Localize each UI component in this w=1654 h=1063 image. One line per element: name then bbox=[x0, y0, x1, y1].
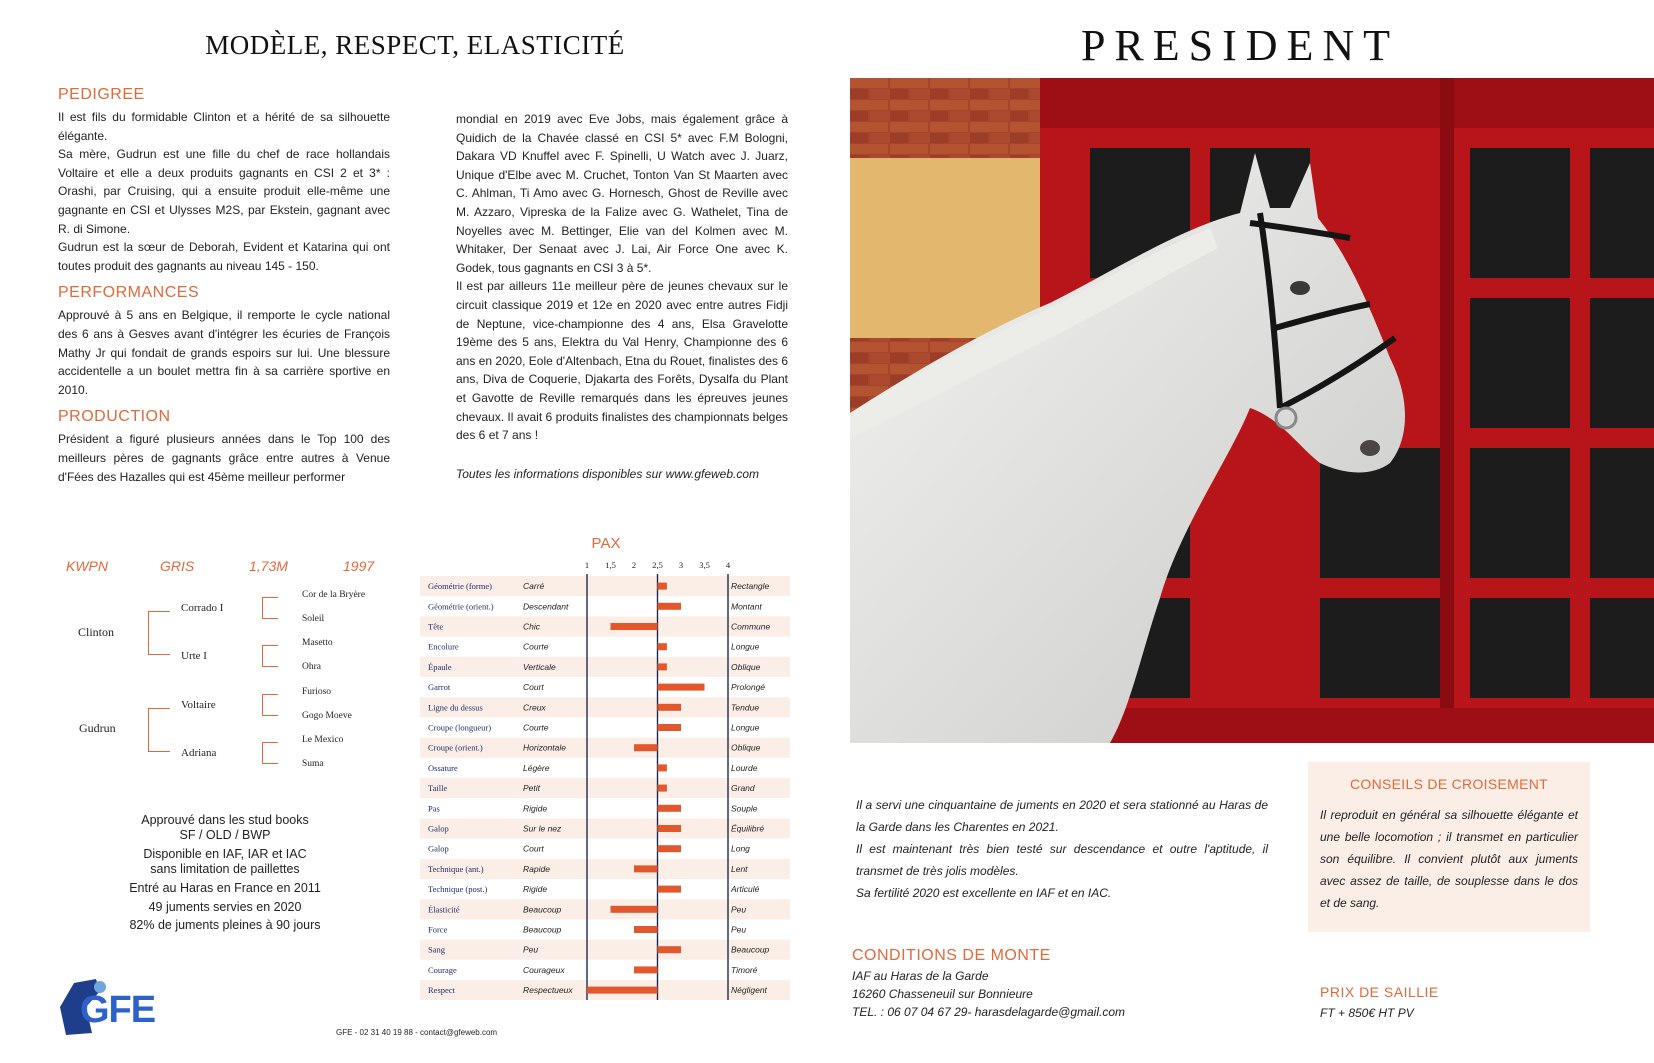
dd-dam-name: Suma bbox=[302, 759, 324, 769]
pax-criterion-label: Croupe (orient.) bbox=[428, 742, 483, 753]
footer-contact: GFE - 02 31 40 19 88 - contact@gfeweb.com bbox=[336, 1028, 498, 1037]
price-value: FT + 850€ HT PV bbox=[1320, 1006, 1414, 1020]
pax-criterion-label: Croupe (longueur) bbox=[428, 722, 492, 733]
performances-heading: PERFORMANCES bbox=[58, 284, 200, 302]
pax-axis-tick-label: 2 bbox=[631, 560, 637, 570]
grandparent-bracket bbox=[262, 645, 278, 667]
pax-left-descriptor: Sur le nez bbox=[523, 823, 562, 834]
pax-criterion-label: Galop bbox=[428, 843, 449, 854]
pedigree-paragraph: Sa mère, Gudrun est une fille du chef de race hollandais Voltaire et elle a deux produits gagnants en CSI 2 et 3* : Orashi, par Cruising, qui a ensuite produit elle-même une gagnante en CSI et Ulysses M2S, par Ekstein, gagnant avec R. di Simone. bbox=[58, 147, 390, 236]
left-page-title: MODÈLE, RESPECT, ELASTICITÉ bbox=[205, 30, 625, 60]
pax-left-descriptor: Carré bbox=[523, 581, 545, 592]
performances-text: Approuvé à 5 ans en Belgique, il remporte le cycle national des 6 ans à Gesves avant d'intégrer les écuries de François Mathy Jr qui fondait de grands espoirs sur lui. Une blessure accidentelle a un boulet mettra fin à sa carrière sportive en 2010. bbox=[58, 308, 390, 397]
height-label: 1,73M bbox=[249, 558, 288, 574]
pax-bar bbox=[634, 744, 658, 751]
sire-bracket bbox=[148, 611, 170, 655]
pax-criterion-label: Technique (ant.) bbox=[428, 863, 484, 874]
pax-left-descriptor: Légère bbox=[523, 762, 550, 773]
pax-left-descriptor: Court bbox=[523, 682, 544, 693]
pax-right-descriptor: Prolongé bbox=[731, 682, 766, 693]
pax-bar bbox=[587, 987, 658, 994]
pax-left-descriptor: Beaucoup bbox=[523, 924, 562, 935]
ss-dam-name: Soleil bbox=[302, 614, 325, 624]
pax-bar bbox=[658, 724, 682, 731]
sire-name: Clinton bbox=[78, 625, 115, 639]
pedigree-paragraph: Il est fils du formidable Clinton et a hérité de sa silhouette élégante. bbox=[58, 110, 390, 143]
dam-bracket bbox=[148, 708, 170, 752]
pax-bar bbox=[658, 704, 682, 711]
text-column-2 bbox=[456, 110, 788, 445]
pax-criterion-label: Force bbox=[428, 924, 448, 935]
pax-bar bbox=[658, 603, 682, 610]
approval-line: SF / OLD / BWP bbox=[179, 827, 271, 842]
pax-right-descriptor: Longue bbox=[731, 722, 760, 733]
pax-right-descriptor: Oblique bbox=[731, 661, 761, 672]
sd-dam-name: Ohra bbox=[302, 662, 321, 672]
coat-color-label: GRIS bbox=[160, 558, 195, 574]
approval-line: Approuvé dans les stud books bbox=[141, 813, 309, 827]
price-heading: PRIX DE SAILLIE bbox=[1320, 984, 1439, 1000]
sire-sire-name: Corrado I bbox=[181, 602, 224, 614]
crossing-advice-box bbox=[1308, 762, 1590, 932]
pax-right-descriptor: Commune bbox=[731, 621, 771, 632]
pax-left-descriptor: Creux bbox=[523, 702, 546, 713]
pax-axis-tick-label: 3,5 bbox=[699, 560, 710, 570]
pax-right-descriptor: Beaucoup bbox=[731, 944, 770, 955]
pax-bar bbox=[658, 805, 682, 812]
pax-bar bbox=[634, 926, 658, 933]
pax-right-descriptor: Grand bbox=[731, 783, 755, 794]
dam-sire-name: Voltaire bbox=[181, 699, 216, 711]
pax-left-descriptor: Verticale bbox=[523, 661, 556, 672]
pax-left-descriptor: Beaucoup bbox=[523, 904, 562, 915]
pax-left-descriptor: Courageux bbox=[523, 964, 565, 975]
pax-criterion-label: Géométrie (forme) bbox=[428, 581, 492, 592]
pax-bar bbox=[658, 825, 682, 832]
pax-bar bbox=[611, 906, 658, 913]
info-paragraph: Il a servi une cinquantaine de juments en 2020 et sera stationné au Haras de la Garde dans les Charentes en 2021. bbox=[856, 798, 1268, 834]
ds-dam-name: Gogo Moeve bbox=[302, 711, 352, 721]
approval-line: 82% de juments pleines à 90 jours bbox=[129, 918, 321, 932]
gfe-logo-text: GFE bbox=[80, 989, 156, 1031]
pax-bar bbox=[658, 583, 667, 590]
approval-line: Entré au Haras en France en 2011 bbox=[129, 881, 321, 895]
birth-year-label: 1997 bbox=[343, 558, 375, 574]
crossing-advice-text: Il reproduit en général sa silhouette élégante et une belle locomotion ; il transmet en particulier son équilibre. Il convient plutôt aux juments avec assez de taille, de souplesse dans le dos et de sang. bbox=[1320, 808, 1578, 910]
pax-bar bbox=[658, 764, 667, 771]
production-heading: PRODUCTION bbox=[58, 408, 171, 426]
pax-right-descriptor: Négligent bbox=[731, 985, 767, 996]
pax-criterion-label: Géométrie (orient.) bbox=[428, 601, 494, 612]
dd-sire-name: Le Mexico bbox=[302, 735, 344, 745]
approval-line: Disponible en IAF, IAR et IAC bbox=[143, 847, 307, 861]
conditions-line: 16260 Chasseneuil sur Bonnieure bbox=[852, 987, 1033, 1001]
pax-axis-tick-label: 2,5 bbox=[652, 560, 663, 570]
gfe-logo bbox=[56, 977, 176, 1044]
pax-criterion-label: Ossature bbox=[428, 762, 458, 773]
pax-right-descriptor: Montant bbox=[731, 601, 762, 612]
pax-bar bbox=[658, 946, 682, 953]
info-paragraph: Sa fertilité 2020 est excellente en IAF et en IAC. bbox=[856, 886, 1112, 900]
conditions-line: TEL. : 06 07 04 67 29- harasdelagarde@gmail.com bbox=[852, 1005, 1126, 1019]
pax-left-descriptor: Court bbox=[523, 843, 544, 854]
horse-name-title: PRESIDENT bbox=[1080, 21, 1400, 70]
pax-left-descriptor: Courte bbox=[523, 722, 549, 733]
pax-right-descriptor: Peu bbox=[731, 924, 747, 935]
pax-criterion-label: Technique (post.) bbox=[428, 884, 488, 895]
pax-left-descriptor: Rigide bbox=[523, 803, 548, 814]
horse-photo bbox=[850, 78, 1654, 743]
pax-criterion-label: Courage bbox=[428, 964, 457, 975]
pax-right-descriptor: Peu bbox=[731, 904, 747, 915]
pax-criterion-label: Ligne du dessus bbox=[428, 702, 483, 713]
pax-criterion-label: Épaule bbox=[428, 661, 452, 672]
studbook-label: KWPN bbox=[66, 558, 108, 574]
conditions-details bbox=[852, 967, 1125, 1021]
pax-right-descriptor: Souple bbox=[731, 803, 758, 814]
pedigree-heading: PEDIGREE bbox=[58, 86, 145, 103]
pax-criterion-label: Galop bbox=[428, 823, 449, 834]
pax-criterion-label: Garrot bbox=[428, 682, 451, 693]
pax-right-descriptor: Timoré bbox=[731, 964, 758, 975]
pax-right-descriptor: Longue bbox=[731, 641, 760, 652]
young-horses-paragraph: Il est par ailleurs 11e meilleur père de jeunes chevaux sur le circuit classique 2019 et 12e en 2020 avec entre autres Fidji de Neptune, vice-championne des 4 ans, Elsa Gravelotte 19ème des 5 ans, Elektra du Val Henry, Championne des 6 ans en 2020, Eole d'Altenbach, Etna du Rouet, finalistes des 6 ans, Diva de Coquerie, Djakarta des Forêts, Dysalfa du Plant et Gavotte de Reville remarqués dans les épreuves jeunes chevaux. Il avait 6 produits finalistes des championnats belges des 6 et 7 ans ! bbox=[456, 279, 788, 443]
conditions-heading: CONDITIONS DE MONTE bbox=[852, 947, 1051, 964]
pax-bar bbox=[658, 684, 705, 691]
pax-left-descriptor: Rapide bbox=[523, 863, 550, 874]
pax-axis-tick-label: 4 bbox=[725, 560, 731, 570]
dam-name: Gudrun bbox=[79, 721, 116, 735]
pax-left-descriptor: Courte bbox=[523, 641, 549, 652]
station-info bbox=[856, 794, 1268, 904]
pax-criterion-label: Tête bbox=[428, 621, 444, 632]
pax-left-descriptor: Chic bbox=[523, 621, 541, 632]
grandparent-bracket bbox=[262, 742, 278, 764]
sire-dam-name: Urte I bbox=[181, 650, 207, 662]
horse-photo-image bbox=[850, 78, 1654, 743]
pax-bar bbox=[658, 663, 667, 670]
pax-left-descriptor: Petit bbox=[523, 783, 541, 794]
approval-line: sans limitation de paillettes bbox=[150, 861, 300, 876]
ds-sire-name: Furioso bbox=[302, 687, 332, 697]
text-column-1 bbox=[58, 86, 390, 486]
grandparent-bracket bbox=[262, 694, 278, 716]
pax-criterion-label: Sang bbox=[428, 944, 445, 955]
pax-left-descriptor: Rigide bbox=[523, 884, 548, 895]
pax-right-descriptor: Lent bbox=[731, 863, 748, 874]
pax-right-descriptor: Articulé bbox=[731, 884, 760, 895]
pax-left-descriptor: Respectueux bbox=[523, 985, 573, 996]
grandparent-bracket bbox=[262, 597, 278, 619]
pedigree-paragraph: Gudrun est la sœur de Deborah, Evident et Katarina qui ont toutes produit des gagnants au niveau 145 - 150. bbox=[58, 240, 390, 273]
pax-axis-tick-label: 1 bbox=[584, 560, 590, 570]
pax-criterion-label: Encolure bbox=[428, 641, 459, 652]
pax-bar bbox=[611, 623, 658, 630]
pax-axis-tick-label: 1,5 bbox=[605, 560, 616, 570]
production-text: Président a figuré plusieurs années dans le Top 100 des meilleurs pères de gagnants grâce entre autres à Venue d'Fées des Hazalles qui est 45ème meilleur performer bbox=[58, 432, 390, 484]
pax-right-descriptor: Lourde bbox=[731, 762, 758, 773]
pax-bar bbox=[658, 845, 682, 852]
pax-criterion-label: Pas bbox=[428, 803, 440, 814]
pax-bar bbox=[658, 643, 667, 650]
pax-right-descriptor: Oblique bbox=[731, 742, 761, 753]
pax-left-descriptor: Horizontale bbox=[523, 742, 566, 753]
pax-axis-tick-label: 3 bbox=[678, 560, 684, 570]
pax-right-descriptor: Tendue bbox=[731, 702, 760, 713]
pax-chart bbox=[420, 554, 800, 1000]
pax-criterion-label: Respect bbox=[428, 985, 455, 996]
crossing-advice-title: CONSEILS DE CROISEMENT bbox=[1350, 776, 1548, 792]
pedigree-text bbox=[58, 108, 390, 275]
pax-right-descriptor: Long bbox=[731, 843, 750, 854]
dam-dam-name: Adriana bbox=[181, 747, 217, 759]
pax-chart-title: PAX bbox=[591, 535, 621, 552]
ss-sire-name: Cor de la Bryère bbox=[302, 590, 366, 600]
approval-line: 49 juments servies en 2020 bbox=[148, 899, 302, 914]
sd-sire-name: Masetto bbox=[302, 638, 333, 648]
pax-bar bbox=[634, 865, 658, 872]
info-paragraph: Il est maintenant très bien testé sur descendance et outre l'aptitude, il transmet de très jolis modèles. bbox=[856, 842, 1268, 878]
pax-bar bbox=[658, 785, 667, 792]
pax-right-descriptor: Rectangle bbox=[731, 581, 770, 592]
pax-right-descriptor: Équilibré bbox=[731, 823, 765, 834]
pax-left-descriptor: Descendant bbox=[523, 601, 569, 612]
pax-criterion-label: Taille bbox=[428, 783, 448, 794]
website-note: Toutes les informations disponibles sur www.gfeweb.com bbox=[456, 467, 760, 481]
pax-bar bbox=[634, 966, 658, 973]
conditions-line: IAF au Haras de la Garde bbox=[852, 969, 989, 983]
pax-criterion-label: Élasticité bbox=[428, 904, 460, 915]
production-continued: mondial en 2019 avec Eve Jobs, mais également grâce à Quidich de la Chavée classé en CSI 5* avec F.M Bologni, Dakara VD Knuffel avec F. Spinelli, U Watch avec J. Juarz, Unique d'Elbe avec M. Cruchet, Tonton Van St Maarten avec C. Ahlman, Ti Amo avec G. Hornesch, Ghost de Reville avec M. Azzaro, Vipreska de la Falize avec G. Wathelet, Tina de Noyelles avec M. Bettinger, Elie van del Kolmen avec M. Whitaker, Der Senaat avec J. Lai, Air Force One avec K. Godek, tous gagnants en CSI 3 à 5*. bbox=[456, 112, 788, 275]
approvals-block bbox=[100, 812, 350, 935]
pax-bar bbox=[658, 886, 682, 893]
pax-left-descriptor: Peu bbox=[523, 944, 539, 955]
